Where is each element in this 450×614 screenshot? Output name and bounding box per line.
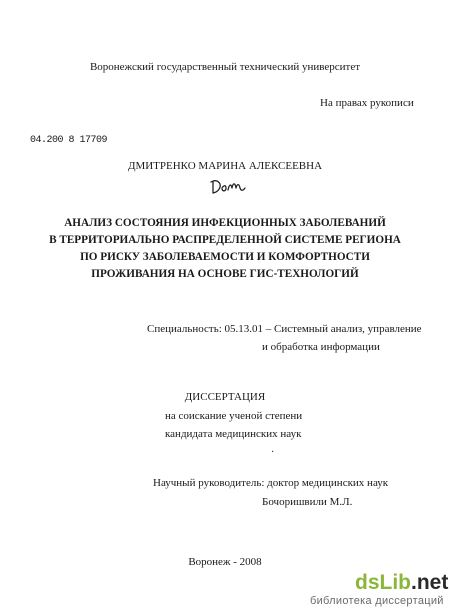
author-name: ДМИТРЕНКО МАРИНА АЛЕКСЕЕВНА xyxy=(127,160,323,172)
stray-mark: · xyxy=(271,447,275,458)
specialty-line: и обработка информации xyxy=(262,341,380,353)
dissertation-heading: ДИССЕРТАЦИЯ xyxy=(184,391,266,403)
city-year: Воронеж - 2008 xyxy=(188,556,262,568)
watermark-logo[interactable] xyxy=(355,572,448,593)
supervisor-name: Бочоришвили М.Л. xyxy=(262,496,353,508)
university-name: Воронежский государственный технический университет xyxy=(89,61,361,73)
specialty-line: Специальность: 05.13.01 – Системный анализ, управление xyxy=(147,323,422,335)
title-line: ПРОЖИВАНИЯ НА ОСНОВЕ ГИС-ТЕХНОЛОГИЙ xyxy=(91,268,359,280)
title-line: АНАЛИЗ СОСТОЯНИЯ ИНФЕКЦИОННЫХ ЗАБОЛЕВАНИЙ xyxy=(64,217,386,229)
watermark-brand-part: dsLib xyxy=(355,571,411,594)
manuscript-note: На правах рукописи xyxy=(320,97,414,109)
degree-line: на соискание ученой степени xyxy=(165,410,303,422)
supervisor-line: Научный руководитель: доктор медицинских наук xyxy=(153,477,389,489)
watermark-brand-part: .net xyxy=(411,571,449,594)
author-signature xyxy=(208,176,248,198)
title-line: ПО РИСКУ ЗАБОЛЕВАЕМОСТИ И КОМФОРТНОСТИ xyxy=(80,251,370,263)
title-line: В ТЕРРИТОРИАЛЬНО РАСПРЕДЕЛЕННОЙ СИСТЕМЕ РЕГИОНА xyxy=(49,234,401,246)
watermark-subtitle: библиотека диссертаций xyxy=(310,595,444,607)
catalog-code: 04.200 8 17709 xyxy=(30,135,108,146)
degree-line: кандидата медицинских наук xyxy=(165,428,302,440)
